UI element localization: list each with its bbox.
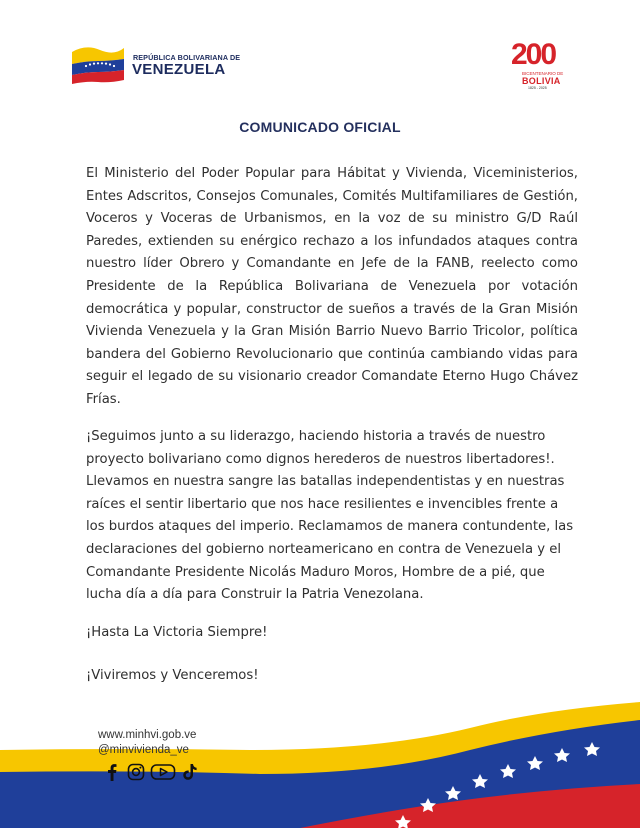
- bicentenario-bolivia-logo: [508, 38, 580, 90]
- facebook-icon[interactable]: [102, 762, 122, 782]
- paragraph-1: El Ministerio del Poder Popular para Hábitat y Vivienda, Viceministerios, Entes Adscritos, Consejos Comunales, Comités Multifamiliares de Gestión, Voceros y Voceras de Urbanismos, en la voz de su ministro G/D Raúl Paredes, extienden su enérgico rechazo a los infundados ataques contra nuestro líder Obrero y Comandante en Jefe de la FANB, reelecto como Presidente de la República Bolivariana de Venezuela por votación democrática y popular, constructor de sueños a través de la Gran Misión Vivienda Venezuela y la Gran Misión Barrio Nuevo Barrio Tricolor, política bandera del Gobierno Revolucionario que continúa cambiando vidas para seguir el legado de su visionario creador Comandate Eterno Hugo Chávez Frías.: [86, 166, 578, 407]
- footer-website-link[interactable]: www.minhvi.gob.ve: [98, 729, 197, 741]
- instagram-icon[interactable]: [126, 762, 146, 782]
- paragraph-4: ¡Viviremos y Venceremos!: [86, 668, 259, 683]
- bicentenario-label: BICENTENARIO DE: [522, 71, 564, 76]
- logo-republica-text: REPÚBLICA BOLIVARIANA DE: [133, 53, 241, 62]
- document-title: COMUNICADO OFICIAL: [239, 119, 401, 135]
- bicentenario-years: 1825 - 2025: [528, 86, 547, 90]
- bicentenario-country: BOLIVIA: [522, 76, 561, 86]
- tiktok-icon[interactable]: [180, 762, 200, 782]
- youtube-icon[interactable]: [150, 762, 176, 782]
- venezuela-logo: [70, 42, 240, 86]
- footer-social-handle[interactable]: @minvivienda_ve: [98, 744, 189, 756]
- social-icons-row: [102, 762, 202, 784]
- paragraph-2: ¡Seguimos junto a su liderazgo, haciendo historia a través de nuestro proyecto bolivariano como dignos herederos de nuestros libertadores!. Llevamos en nuestra sangre las batallas independentistas y en nuestras raíces el sentir libertario que nos hace resilientes e invencibles frente a los burdos ataques del imperio. Reclamamos de manera contundente, las declaraciones del gobierno norteamericano en contra de Venezuela y el Comandante Presidente Nicolás Maduro Moros, Hombre de a pié, que lucha día a día para Construir la Patria Venezolana.: [86, 429, 574, 603]
- paragraph-3: ¡Hasta La Victoria Siempre!: [86, 625, 268, 640]
- venezuela-flag-icon: [70, 42, 126, 84]
- footer-flag-waves: [0, 690, 640, 828]
- bicentenario-number: 200: [511, 38, 556, 71]
- logo-venezuela-text: VENEZUELA: [132, 61, 226, 78]
